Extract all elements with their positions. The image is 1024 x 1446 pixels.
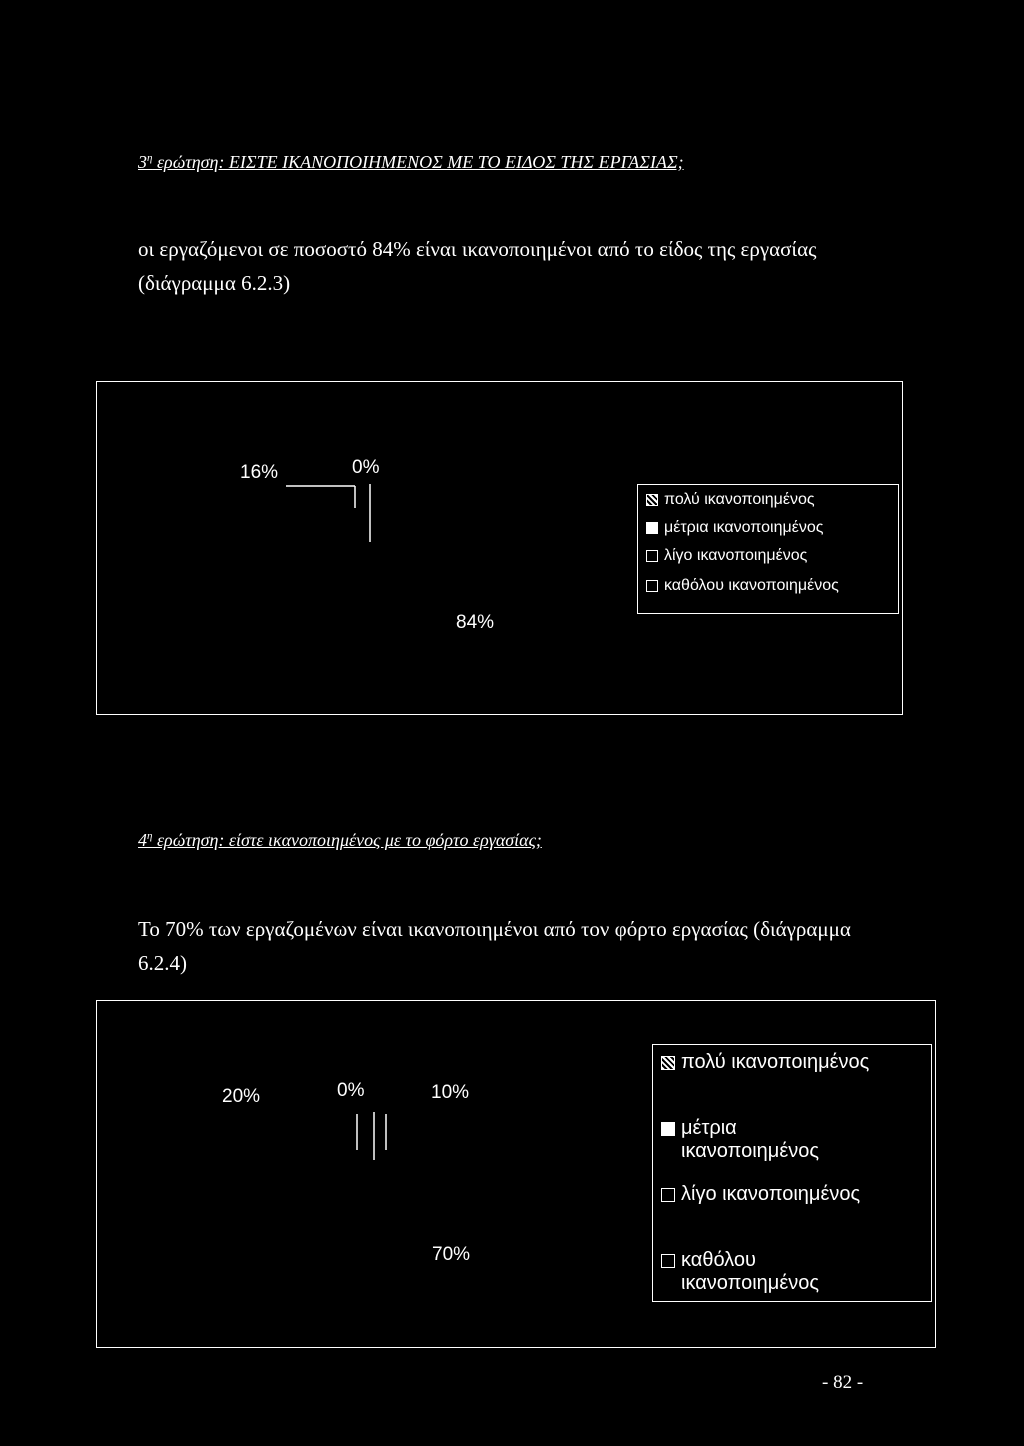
chart1-label-16: 16% [240,462,279,483]
section-4-sup: η [147,830,153,842]
chart1-legend-label: λίγο ικανοποιημένος [664,547,808,564]
chart1-legend-item [646,491,815,509]
page-number: - 82 - [822,1372,864,1393]
chart1-label-84: 84% [456,612,495,633]
chart2-label-20: 20% [222,1086,261,1107]
empty-swatch-icon [646,580,658,592]
chart2-legend-item [661,1183,860,1206]
section-3-heading [138,152,684,173]
chart1-legend-label: πολύ ικανοποιημένος [664,491,815,508]
empty-swatch-icon [661,1188,675,1202]
chart2-legend-label: λίγο ικανοποιημένος [681,1183,861,1205]
chart2-legend-label: πολύ ικανοποιημένος [681,1051,870,1073]
chart1-legend-item [646,547,807,565]
chart1-legend [637,484,899,614]
chart2-label-10: 10% [431,1082,470,1103]
hatched-swatch-icon [646,494,658,506]
empty-swatch-icon [646,550,658,562]
chart2-leader-lines [0,0,1,1]
chart2-label-70: 70% [432,1244,471,1265]
chart1-legend-label: καθόλου ικανοποιημένος [664,577,839,594]
chart1-legend-label: μέτρια ικανοποιημένος [664,519,824,536]
section-3-paragraph: οι εργαζόμενοι σε ποσοστό 84% είναι ικανοποιημένοι από το είδος της εργασίας (διάγραμμα 6.2.3) [138,237,817,295]
solid-swatch-icon [661,1122,675,1136]
chart2-label-0: 0% [337,1080,365,1101]
hatched-swatch-icon [661,1056,675,1070]
solid-swatch-icon [646,522,658,534]
section-3-number: 3 [138,152,147,172]
empty-swatch-icon [661,1254,675,1268]
chart2-legend-item [661,1117,911,1163]
chart1-legend-item [646,519,823,537]
chart1-label-0: 0% [352,457,380,478]
section-4-number: 4 [138,830,147,850]
chart2-legend-item [661,1051,869,1074]
section-4-heading [138,830,542,851]
chart2-legend-label: καθόλου ικανοποιημένος [681,1249,820,1294]
section-3-sup: η [147,152,153,164]
chart1-legend-item [646,577,839,595]
chart2-legend-item [661,1249,911,1295]
section-4-title: ερώτηση: είστε ικανοποιημένος με το φόρτο εργασίας; [152,830,542,850]
chart2-legend-label: μέτρια ικανοποιημένος [681,1117,820,1162]
section-3-title: ερώτηση: ΕΙΣΤΕ ΙΚΑΝΟΠΟΙΗΜΕΝΟΣ ΜΕ ΤΟ ΕΙΔΟΣ ΤΗΣ ΕΡΓΑΣΙΑΣ; [152,152,684,172]
section-4-paragraph: Το 70% των εργαζομένων είναι ικανοποιημένοι από τον φόρτο εργασίας (διάγραμμα 6.2.4) [138,917,851,975]
chart2-legend [652,1044,932,1302]
